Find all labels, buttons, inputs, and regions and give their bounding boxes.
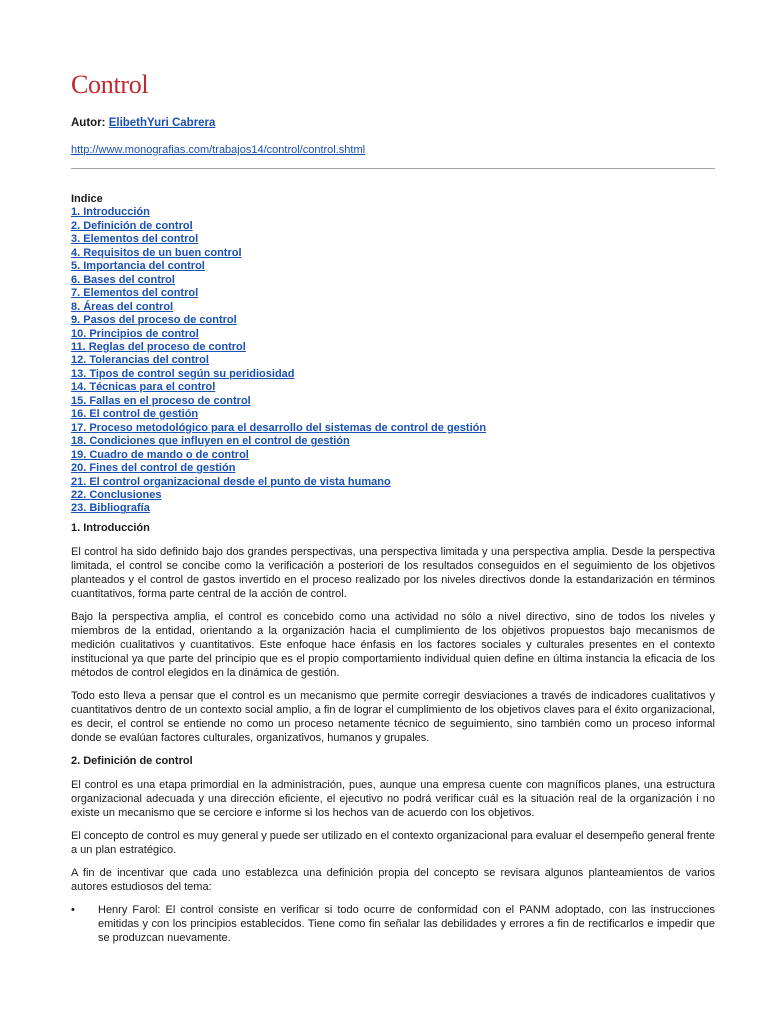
toc-link[interactable]: 13. Tipos de control según su peridiosidad	[71, 367, 295, 380]
source-url-line	[71, 144, 365, 156]
paragraph: Bajo la perspectiva amplia, el control es concebido como una actividad no sólo a nivel directivo, sino de todos los niveles y miembros de la entidad, orientando a la organización hacia el cumplimiento de los objetivos propuestos bajo mecanismos de medición cualitativos y cuantitativos. Este enfoque hace énfasis en los factores sociales y culturales presentes en el contexto institucional ya que parte del principio que es el propio comportamiento individual quien define en última instancia la eficacia de los métodos de control elegidos en la dinámica de gestión.	[71, 611, 715, 679]
toc-link[interactable]: 10. Principios de control	[71, 327, 199, 340]
toc-link[interactable]: 12. Tolerancias del control	[71, 354, 209, 367]
paragraph: El concepto de control es muy general y puede ser utilizado en el contexto organizacional para evaluar el desempeño general frente a un plan estratégico.	[71, 830, 715, 856]
paragraph: Todo esto lleva a pensar que el control es un mecanismo que permite corregir desviaciones a través de indicadores cualitativos y cuantitativos dentro de un contexto social amplio, a fin de lograr el cumplimiento de los objetivos claves para el éxito organizacional, es decir, el control se entiende no como un proceso netamente técnico de seguimiento, sino también como un proceso informal donde se evalúan factores culturales, organizativos, humanos y grupales.	[71, 690, 715, 744]
bullet-item	[71, 903, 715, 945]
toc-link[interactable]: 23. Bibliografía	[71, 502, 150, 515]
section-heading-introduccion: 1. Introducción	[71, 522, 150, 534]
toc-link[interactable]: 16. El control de gestión	[71, 408, 199, 421]
author-link[interactable]: ElibethYuri Cabrera	[108, 117, 216, 129]
document-title: Control	[71, 70, 149, 99]
toc-link[interactable]: 19. Cuadro de mando o de control	[71, 448, 249, 461]
toc-link[interactable]: 9. Pasos del proceso de control	[71, 314, 237, 327]
toc-link[interactable]: 1. Introducción	[71, 206, 150, 219]
source-url-link[interactable]: http://www.monografias.com/trabajos14/control/control.shtml	[71, 144, 366, 156]
toc-link[interactable]: 22. Conclusiones	[71, 488, 162, 501]
paragraph: El control ha sido definido bajo dos grandes perspectivas, una perspectiva limitada y una perspectiva amplia. Desde la perspectiva limitada, el control se concibe como la verificación a posteriori de los resultados conseguidos en el seguimiento de los objetivos planteados y el control de gastos invertido en el proceso realizado por los niveles directivos donde la estandarización en términos cuantitativos, forma parte central de la acción de control.	[71, 546, 715, 600]
toc-link[interactable]: 21. El control organizacional desde el punto de vista humano	[71, 475, 391, 488]
bullet-text: Henry Farol: El control consiste en verificar si todo ocurre de conformidad con el PANM adoptado, con las instrucciones emitidas y con los principios establecidos. Tiene como fin señalar las debilidades y errores a fin de rectificarlos e impedir que se produzcan nuevamente.	[98, 904, 715, 944]
toc-link[interactable]: 3. Elementos del control	[71, 233, 199, 246]
index-heading: Indice	[71, 193, 103, 205]
toc-link[interactable]: 15. Fallas en el proceso de control	[71, 394, 251, 407]
toc-link[interactable]: 18. Condiciones que influyen en el control de gestión	[71, 435, 350, 448]
table-of-contents	[71, 193, 715, 516]
author-line	[71, 117, 215, 129]
toc-link[interactable]: 4. Requisitos de un buen control	[71, 246, 242, 259]
toc-link[interactable]: 6. Bases del control	[71, 273, 175, 286]
paragraph: A fin de incentivar que cada uno establezca una definición propia del concepto se revisara algunos planteamientos de varios autores estudiosos del tema:	[71, 867, 715, 893]
toc-link[interactable]: 14. Técnicas para el control	[71, 381, 216, 394]
toc-link[interactable]: 5. Importancia del control	[71, 260, 205, 273]
paragraph: El control es una etapa primordial en la administración, pues, aunque una empresa cuente con magníficos planes, una estructura organizacional adecuada y una dirección eficiente, el ejecutivo no podrá verificar cuál es la situación real de la organización i no existe un mecanismo que se cerciore e informe si los hechos van de acuerdo con los objetivos.	[71, 779, 715, 819]
section-heading-definicion: 2. Definición de control	[71, 755, 193, 767]
toc-link[interactable]: 17. Proceso metodológico para el desarrollo del sistemas de control de gestión	[71, 421, 487, 434]
bullet-icon: •	[71, 904, 75, 916]
toc-link[interactable]: 11. Reglas del proceso de control	[71, 340, 246, 353]
document-body	[71, 521, 715, 945]
toc-link[interactable]: 2. Definición de control	[71, 219, 193, 232]
toc-link[interactable]: 20. Fines del control de gestión	[71, 462, 236, 475]
horizontal-divider	[71, 168, 715, 169]
toc-link[interactable]: 7. Elementos del control	[71, 287, 199, 300]
author-label: Autor:	[71, 117, 106, 129]
toc-link[interactable]: 8. Áreas del control	[71, 300, 174, 313]
